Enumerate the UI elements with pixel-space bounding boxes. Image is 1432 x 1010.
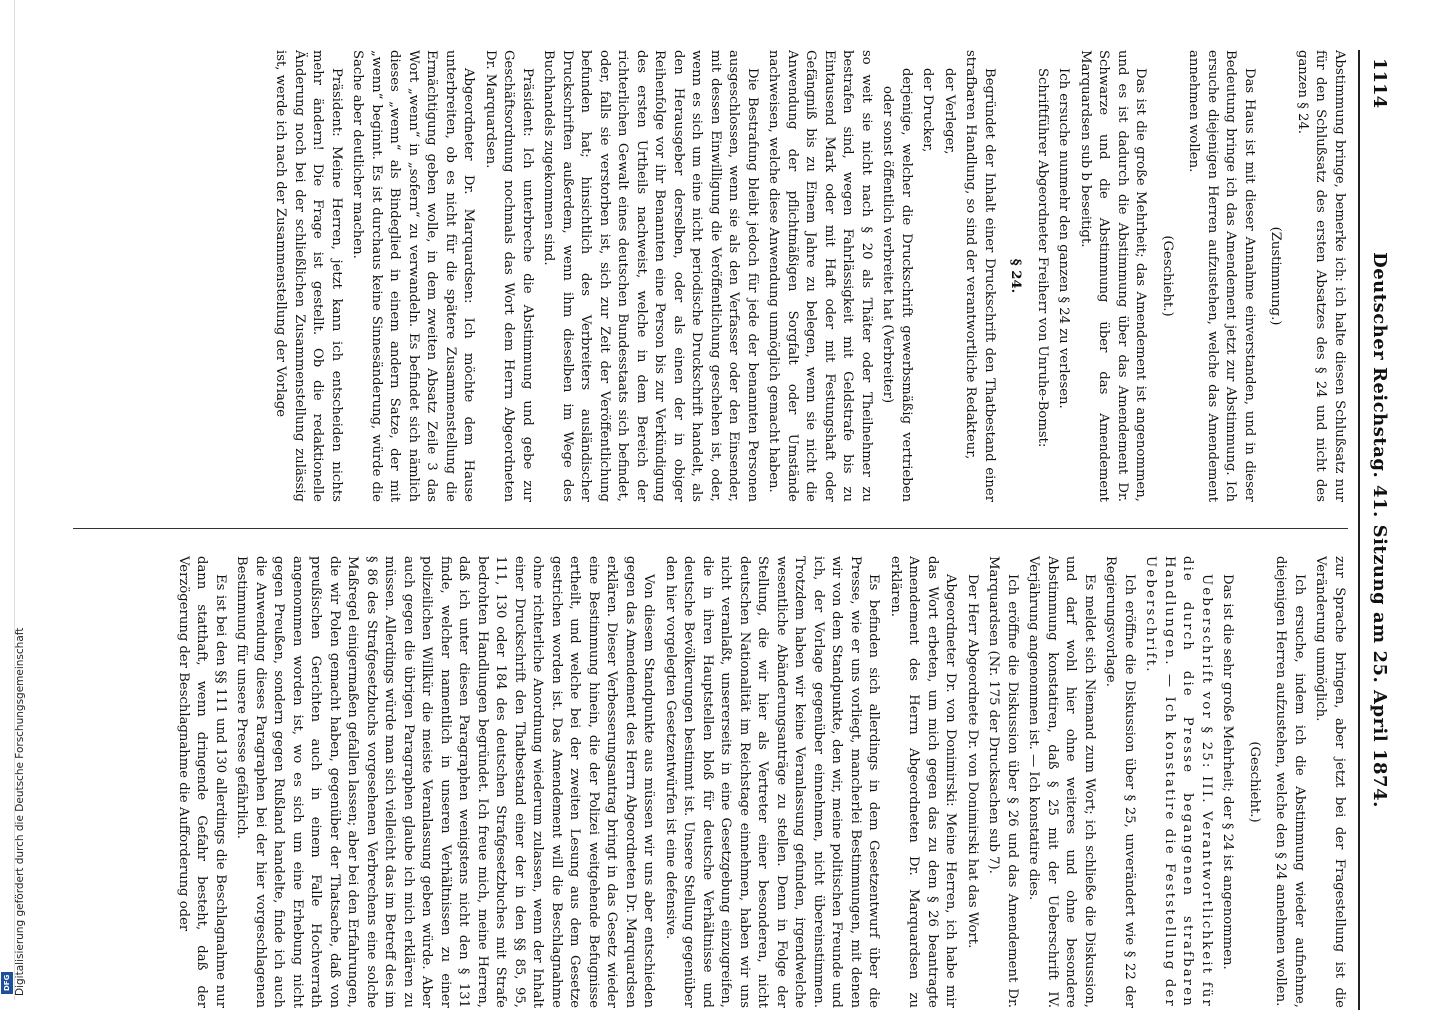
paragraph: Von diesem Standpunkte aus müssen wir uns aber entschieden gegen das Amendement des Herrn Abgeordneten Dr. Marquardsen erklären. Dieser Verbesserungsantrag bringt in das Gesetz wieder eine Bestimmung hinein, die der Polizei weitgehende Befugnisse ertheilt, und welche bei der zweiten Lesung aus dem Gesetze gestrichen worden ist. Das Amendement will die Beschlagnahme ohne richterliche Anordnung wiederum zulassen, wenn der Inhalt einer Druckschrift den Thatbestand einer der in den §§ 85, 95, 111, 130 oder 184 des deutschen Strafgesetzbuches mit Strafe bedrohten Handlungen begründet. Ich freue mich, meine Herren, daß ich unter diesen Paragraphen wenigstens nicht den § 131 finde, welcher namentlich in unseren Verhältnissen zu einer polizeilichen Willkür die meiste Veranlassung geben würde. Aber auch gegen die übrigen Paragraphen glaube ich mich erklären zu müssen. Allerdings würde man sich vielleicht das im Betreff des im § 86 des Strafgesetzbuchs vorgesehenen Verbrechens eine solche Maßregel einigermaßen gefallen lassen; aber bei den Erfahrungen, die wir Polen gemacht haben, gegenüber der Thatsache, daß von preußischen Gerichten auch in einem Falle Hochverrath angenommen worden ist, wo es sich um eine Erhebung nicht gegen Preußen, sondern gegen Rußland handelte, finde ich auch die Anwendung dieses Paragraphen bei der hier vorgeschlagenen Bestimmung für unsere Presse gefährlich. <box>234 556 657 1008</box>
page-header <box>1358 50 1400 1010</box>
paragraph: Es befinden sich allerdings in dem Gesetzentwurf über die Presse, wie er uns vorliegt, mancherlei Bestimmungen, mit denen wir von dem Standpunkte, den wir, meine politischen Freunde und ich, der Vorlage gegenüber einnehmen, nicht übereinstimmen. Trotzdem haben wir keine Veranlassung gefunden, irgendwelche wesentliche Abänderungsanträge zu stellen. Denn in Folge der Stellung, die wir hier als Vertreter einer besonderen, nicht deutschen Nationalität im Reichstage einnehmen, haben wir uns nicht veranlaßt, unsererseits in eine Gesetzgebung einzugreifen, die in ihren Hauptstellen bloß für deutsche Verhältnisse und deutsche Bevölkerungen bestimmt ist. Unsere Stellung gegenüber den hier vorgelegten Gesetzentwürfen ist eine defensive. <box>663 556 882 1008</box>
section-heading: § 24. <box>1008 258 1024 294</box>
page-number: 1114 <box>1369 58 1390 109</box>
paragraph: Der Herr Abgeordnete Dr. von Donimirski hat das Wort. <box>965 574 980 949</box>
paragraph: Ueberschrift vor § 25: III. Verantwortlichkeit für die durch die Presse begangenen strafbaren Handlungen. — Ich konstatire die Feststellung der Ueberschrift. <box>1143 556 1214 1008</box>
stage-direction: (Zustimmung.) <box>1268 226 1284 326</box>
right-column <box>73 556 1348 1008</box>
paragraph: Das Haus ist mit dieser Annahme einverstanden, und in dieser Bedeutung bringe ich das Amendement jetzt zur Abstimmung. Ich ersuche diejenigen Herren aufzustehen, welche das Amendement annehmen wollen. <box>1186 50 1257 502</box>
speaker-line: Schriftführer Abgeordneter Freiherr von Unruhe-Bomst: <box>1035 68 1050 448</box>
paragraph: Es meldet sich Niemand zum Wort; ich schließe die Diskussion, und darf wohl hier ohne weiteres und ohne besondere Abstimmung konstatiren, daß § 25 mit der Ueberschrift IV. Verjährung angenommen ist. — Ich konstatire dies. <box>1026 556 1097 1008</box>
paragraph: Ich ersuche nunmehr den ganzen § 24 zu verlesen. <box>1056 68 1072 409</box>
paragraph: Die Bestrafung bleibt jedoch für jede der benannten Personen ausgeschlossen, wenn sie als den Verfasser oder den Einsender, mit dessen Einwilligung die Veröffentlichung geschehen ist, oder, wenn es sich um eine nicht periodische Druckschrift handelt, als den Herausgeber derselben, oder als einen der in obiger Reihenfolge vor ihr Benannten eine Person bis zur Verkündigung des ersten Urtheils nachweist, welche in dem Bereich der richterlichen Gewalt eines deutschen Bundesstaats sich befindet, oder, falls sie verstorben ist, sich zur Zeit der Veröffentlichung befunden hat; hinsichtlich des Verbreiters ausländischer Druckschriften außerdem, wenn ihm dieselben im Wege des Buchhandels zugekommen sind. <box>541 50 760 502</box>
running-head: Deutscher Reichstag. 41. Sitzung am 25. April 1874. <box>1369 252 1390 808</box>
paragraph: Begründet der Inhalt einer Druckschrift den Thatbestand einer strafbaren Handlung, so sind der verantwortliche Redakteur, <box>963 50 997 502</box>
paragraph: Es ist bei den §§ 111 und 130 allerdings die Beschlagnahme nur dann statthaft, wenn dringende Gefahr besteht, daß der Verzögerung der Beschlagnahme die Aufforderung oder <box>176 556 228 1008</box>
list-item: der Drucker, <box>920 68 936 153</box>
paragraph: so weit sie nicht nach § 20 als Thäter oder Theilnehmer zu bestrafen sind, wegen Fahrlässigkeit mit Geldstrafe bis zu Eintausend Mark oder mit Haft oder mit Festungshaft oder Gefängniß bis zu Einem Jahre zu belegen, wenn sie nicht die Anwendung der pflichtmäßigen Sorgfalt oder Umstände nachweisen, welche diese Anwendung unmöglich gemacht haben. <box>766 50 874 502</box>
left-column <box>73 50 1348 502</box>
paragraph: Abstimmung bringe, bemerke ich: ich halte diesen Schlußsatz nur für den Schlußsatz des ersten Absatzes des § 24 und nicht des ganzen § 24. <box>1295 50 1347 502</box>
stage-direction: (Geschieht.) <box>1247 741 1262 823</box>
paragraph: Ich eröffne die Diskussion über § 26 und das Amendement Dr. Marquardsen (Nr. 175 der Drucksachen sub 7). <box>986 556 1020 1008</box>
paragraph: zur Sprache bringen, aber jetzt bei der Fragestellung ist die Veränderung unmöglich. <box>1313 556 1347 1008</box>
paragraph: Das ist die sehr große Mehrheit; der § 24 ist angenommen. <box>1220 574 1236 970</box>
scanned-page <box>60 50 1400 1010</box>
dfg-logo: DFG <box>1 972 13 994</box>
paragraph: Präsident: Meine Herren, jetzt kann ich entscheiden nichts mehr ändern! Die Frage ist gestellt. Ob die redaktionelle Änderung noch bei der schließlichen Zusammenstellung zulässig ist, werde ich nach der Zusammenstellung der Vorlage <box>273 50 344 502</box>
digitization-strip <box>0 0 26 1000</box>
paragraph: Ich ersuche, indem ich die Abstimmung wieder aufnehme, diejenigen Herren aufzustehen, welche den § 24 annehmen wollen. <box>1273 556 1307 1008</box>
stage-direction: (Geschieht.) <box>1160 235 1175 317</box>
column-divider <box>73 528 1348 529</box>
paragraph: Das ist die große Mehrheit; das Amendement ist angenommen, und es ist dadurch die Abstimmung über das Amendement Dr. Schwarze und die Abstimmung über das Amendement Marquardsen sub b beseitigt. <box>1078 50 1149 502</box>
list-item: derjenige, welcher die Druckschrift gewerbsmäßig vertrieben oder sonst öffentlich verbreitet hat (Verbreiter) <box>880 68 914 502</box>
paragraph: Abgeordneter Dr. Marquardsen: Ich möchte dem Hause unterbreiten, ob es nicht für die spätere Zusammenstellung die Ermächtigung geben wolle, in dem zweiten Absatz Zeile 3 das Wort „wenn“ in „sofern“ zu verwandeln. Es befindet sich nämlich dieses „wenn“ als Bindeglied in einem andern Satze, der mit „wenn“ beginnt. Es ist durchaus keine Sinnesänderung, würde die Sache aber deutlicher machen. <box>350 50 477 502</box>
paragraph: Ich eröffne die Diskussion über § 25, unverändert wie § 22 der Regierungsvorlage. <box>1103 556 1137 1008</box>
digitization-note: Digitalisierung gefördert durch die Deutsche Forschungsgemeinschaft <box>14 627 26 996</box>
paragraph: Präsident: Ich unterbreche die Abstimmung und gebe zur Geschäftsordnung nochmals das Wort dem Herrn Abgeordneten Dr. Marquardsen. <box>483 50 535 502</box>
paragraph: Abgeordneter Dr. von Donimirski: Meine Herren, ich habe mir das Wort erbeten, um mich gegen das zu dem § 26 beantragte Amendement des Herrn Abgeordneten Dr. Marquardsen zu erklären. <box>888 556 959 1008</box>
list-item: der Verleger, <box>942 68 957 155</box>
